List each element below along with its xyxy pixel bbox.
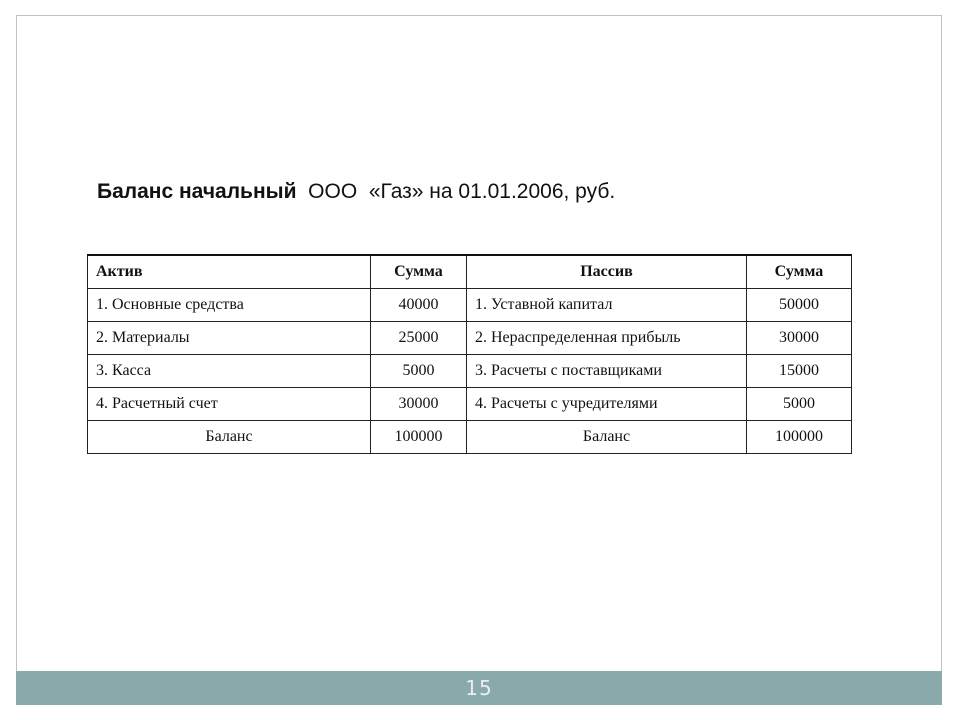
table-row	[88, 387, 852, 420]
liability-sum-cell: 30000	[747, 321, 852, 354]
asset-sum-cell: 30000	[371, 387, 467, 420]
liability-cell: 1. Уставной капитал	[467, 288, 747, 321]
total-liability-label: Баланс	[467, 420, 747, 453]
total-liability-sum: 100000	[747, 420, 852, 453]
table-row	[88, 288, 852, 321]
table-header-row	[88, 255, 852, 288]
header-liability: Пассив	[467, 255, 747, 288]
asset-cell: 3. Касса	[88, 354, 371, 387]
asset-cell: 1. Основные средства	[88, 288, 371, 321]
asset-sum-cell: 5000	[371, 354, 467, 387]
liability-cell: 3. Расчеты с поставщиками	[467, 354, 747, 387]
slide-title	[97, 180, 615, 204]
liability-cell: 2. Нераспределенная прибыль	[467, 321, 747, 354]
asset-cell: 2. Материалы	[88, 321, 371, 354]
liability-sum-cell: 15000	[747, 354, 852, 387]
asset-cell: 4. Расчетный счет	[88, 387, 371, 420]
balance-table	[87, 254, 852, 454]
asset-sum-cell: 40000	[371, 288, 467, 321]
total-asset-label: Баланс	[88, 420, 371, 453]
header-asset: Актив	[88, 255, 371, 288]
header-sum-liabilities: Сумма	[747, 255, 852, 288]
header-sum-assets: Сумма	[371, 255, 467, 288]
table-row	[88, 321, 852, 354]
title-bold-part: Баланс начальный	[97, 180, 297, 203]
slide-number: 15	[465, 676, 493, 700]
footer-bar	[16, 671, 942, 705]
liability-sum-cell: 50000	[747, 288, 852, 321]
title-rest: ООО «Газ» на 01.01.2006, руб.	[296, 180, 616, 203]
asset-sum-cell: 25000	[371, 321, 467, 354]
table-row	[88, 354, 852, 387]
table-total-row	[88, 420, 852, 453]
liability-cell: 4. Расчеты с учредителями	[467, 387, 747, 420]
total-asset-sum: 100000	[371, 420, 467, 453]
liability-sum-cell: 5000	[747, 387, 852, 420]
